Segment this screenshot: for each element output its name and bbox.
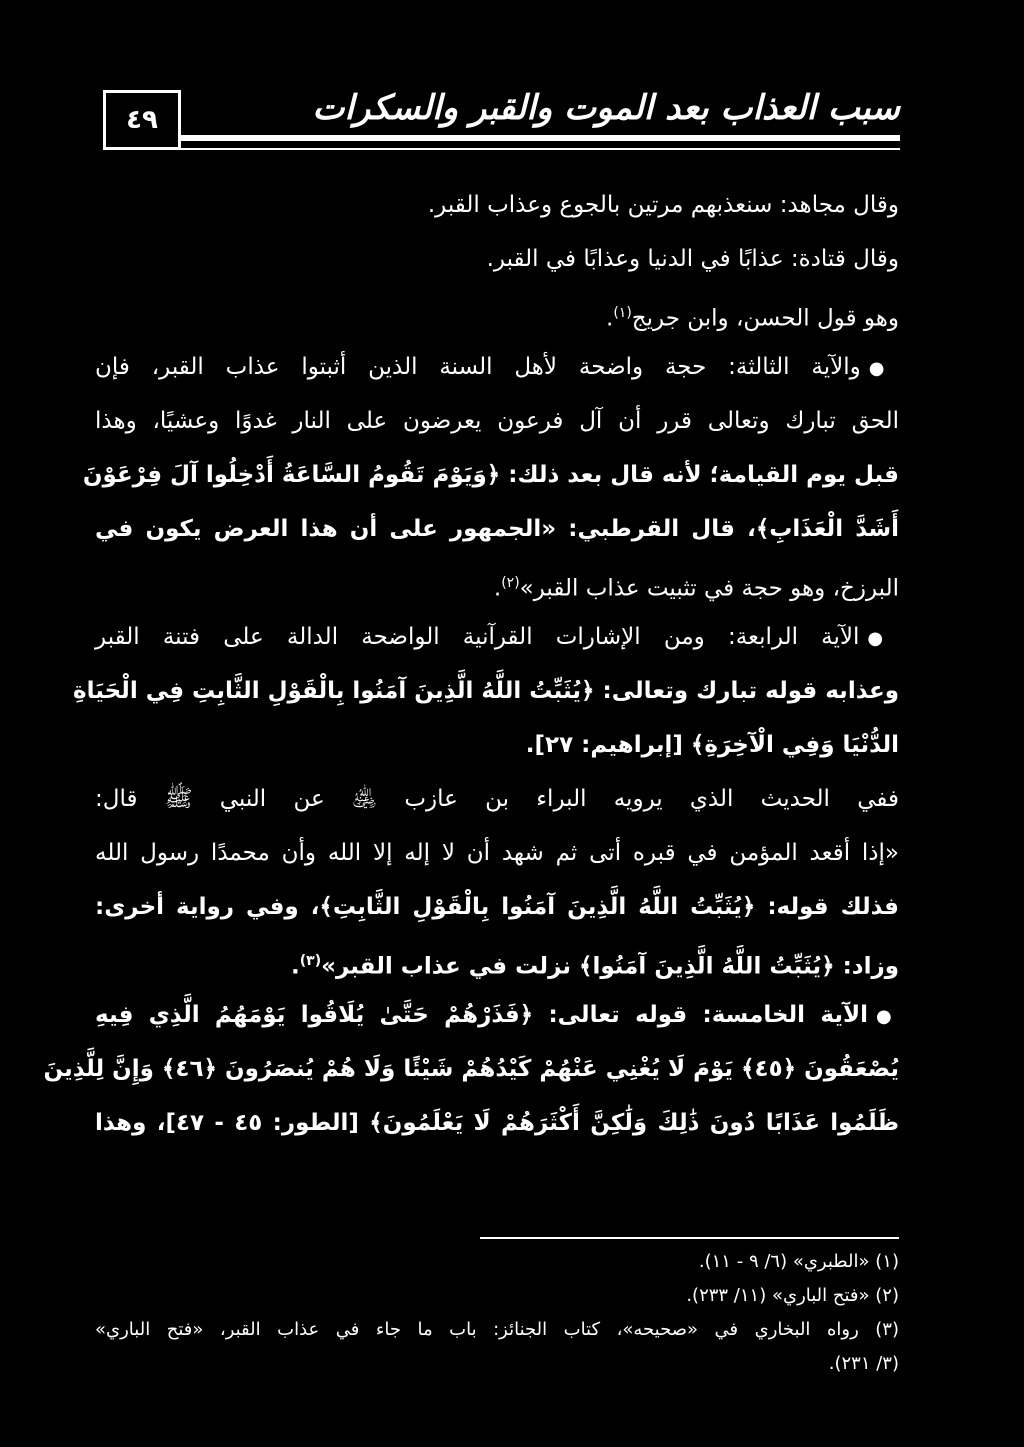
bullet-icon: ● [867, 628, 899, 649]
running-title: سبب العذاب بعد الموت والقبر والسكرات [312, 88, 900, 128]
body-line-3: وهو قول الحسن، وابن جريج$^{(١)}$. [606, 305, 899, 332]
footnote-3: (٣) رواه البخاري في «صحيحه»، كتاب الجنائز: باب ما جاء في عذاب القبر، «فتح الباري» [95, 1319, 899, 1340]
body-line-9: ●الآية الرابعة: ومن الإشارات القرآنية الواضحة الدالة على فتنة القبر [95, 624, 899, 650]
footnote-ref-1: (١) [613, 305, 632, 321]
body-line-5: الحق تبارك وتعالى قرر أن آل فرعون يعرضون على النار غدوًا وعشيًا، وهذا [95, 408, 899, 434]
footnote-3-continued: (٣/ ٢٣١). [828, 1353, 899, 1374]
footnote-ref-2: (٢) [501, 575, 520, 591]
body-line-17: يُصْعَقُونَ ﴿٤٥﴾ يَوْمَ لَا يُغْنِي عَنْهُمْ كَيْدُهُمْ شَيْئًا وَلَا هُمْ يُنصَرُونَ ﴿٤٦﴾ وَإِنَّ لِلَّذِينَ [43, 1056, 899, 1082]
header-rule [181, 135, 900, 141]
body-line-16: ●الآية الخامسة: قوله تعالى: ﴿فَذَرْهُمْ حَتَّىٰ يُلَاقُوا يَوْمَهُمُ الَّذِي فِيهِ [95, 1002, 899, 1028]
body-line-2: وقال قتادة: عذابًا في الدنيا وعذابًا في القبر. [486, 246, 899, 272]
page-number: ٤٩ [103, 90, 181, 150]
bullet-icon: ● [875, 1006, 899, 1027]
footnote-ref-3: (٣) [299, 953, 322, 969]
footnote-rule [480, 1237, 899, 1239]
body-line-6: قبل يوم القيامة؛ لأنه قال بعد ذلك: ﴿وَيَوْمَ تَقُومُ السَّاعَةُ أَدْخِلُوا آلَ فِرْعَوْنَ [82, 462, 899, 488]
body-line-7: أَشَدَّ الْعَذَابِ﴾، قال القرطبي: «الجمهور على أن هذا العرض يكون في [95, 516, 899, 542]
body-line-13: «إذا أقعد المؤمن في قبره أتى ثم شهد أن لا إله إلا الله وأن محمدًا رسول الله [95, 840, 899, 866]
footnotes [95, 1245, 899, 1381]
body-line-1: وقال مجاهد: سنعذبهم مرتين بالجوع وعذاب القبر. [427, 192, 899, 218]
body-line-14: فذلك قوله: ﴿يُثَبِّتُ اللَّهُ الَّذِينَ آمَنُوا بِالْقَوْلِ الثَّابِتِ﴾، وفي رواية أخرى: [95, 894, 899, 920]
footnote-2: (٢) «فتح الباري» (١١/ ٢٣٣). [686, 1285, 899, 1306]
body-line-10: وعذابه قوله تبارك وتعالى: ﴿يُثَبِّتُ اللَّهُ الَّذِينَ آمَنُوا بِالْقَوْلِ الثَّابِتِ فِي الْحَيَاةِ [73, 678, 899, 704]
body-line-15: وزاد: ﴿يُثَبِّتُ اللَّهُ الَّذِينَ آمَنُوا﴾ نزلت في عذاب القبر»$^{(٣)}$. [291, 953, 899, 980]
body-line-12: ففي الحديث الذي يرويه البراء بن عازب ﵁ عن النبي ﷺ قال: [95, 786, 899, 812]
body-line-4: ●والآية الثالثة: حجة واضحة لأهل السنة الذين أثبتوا عذاب القبر، فإن [95, 354, 899, 380]
body-line-11: الدُّنْيَا وَفِي الْآخِرَةِ﴾ [إبراهيم: ٢٧]. [525, 732, 899, 758]
footnote-1: (١) «الطبري» (٦/ ٩ - ١١). [698, 1251, 899, 1272]
body-line-8: البرزخ، وهو حجة في تثبيت عذاب القبر»$^{(٢)}$. [493, 575, 899, 602]
bullet-icon: ● [868, 358, 899, 379]
header-rule-thin [108, 148, 900, 150]
body-text [43, 178, 900, 1150]
body-line-18: ظَلَمُوا عَذَابًا دُونَ ذَٰلِكَ وَلَٰكِنَّ أَكْثَرَهُمْ لَا يَعْلَمُونَ﴾ [الطور: ٤٥ - ٤٧]، وهذا [95, 1110, 900, 1136]
